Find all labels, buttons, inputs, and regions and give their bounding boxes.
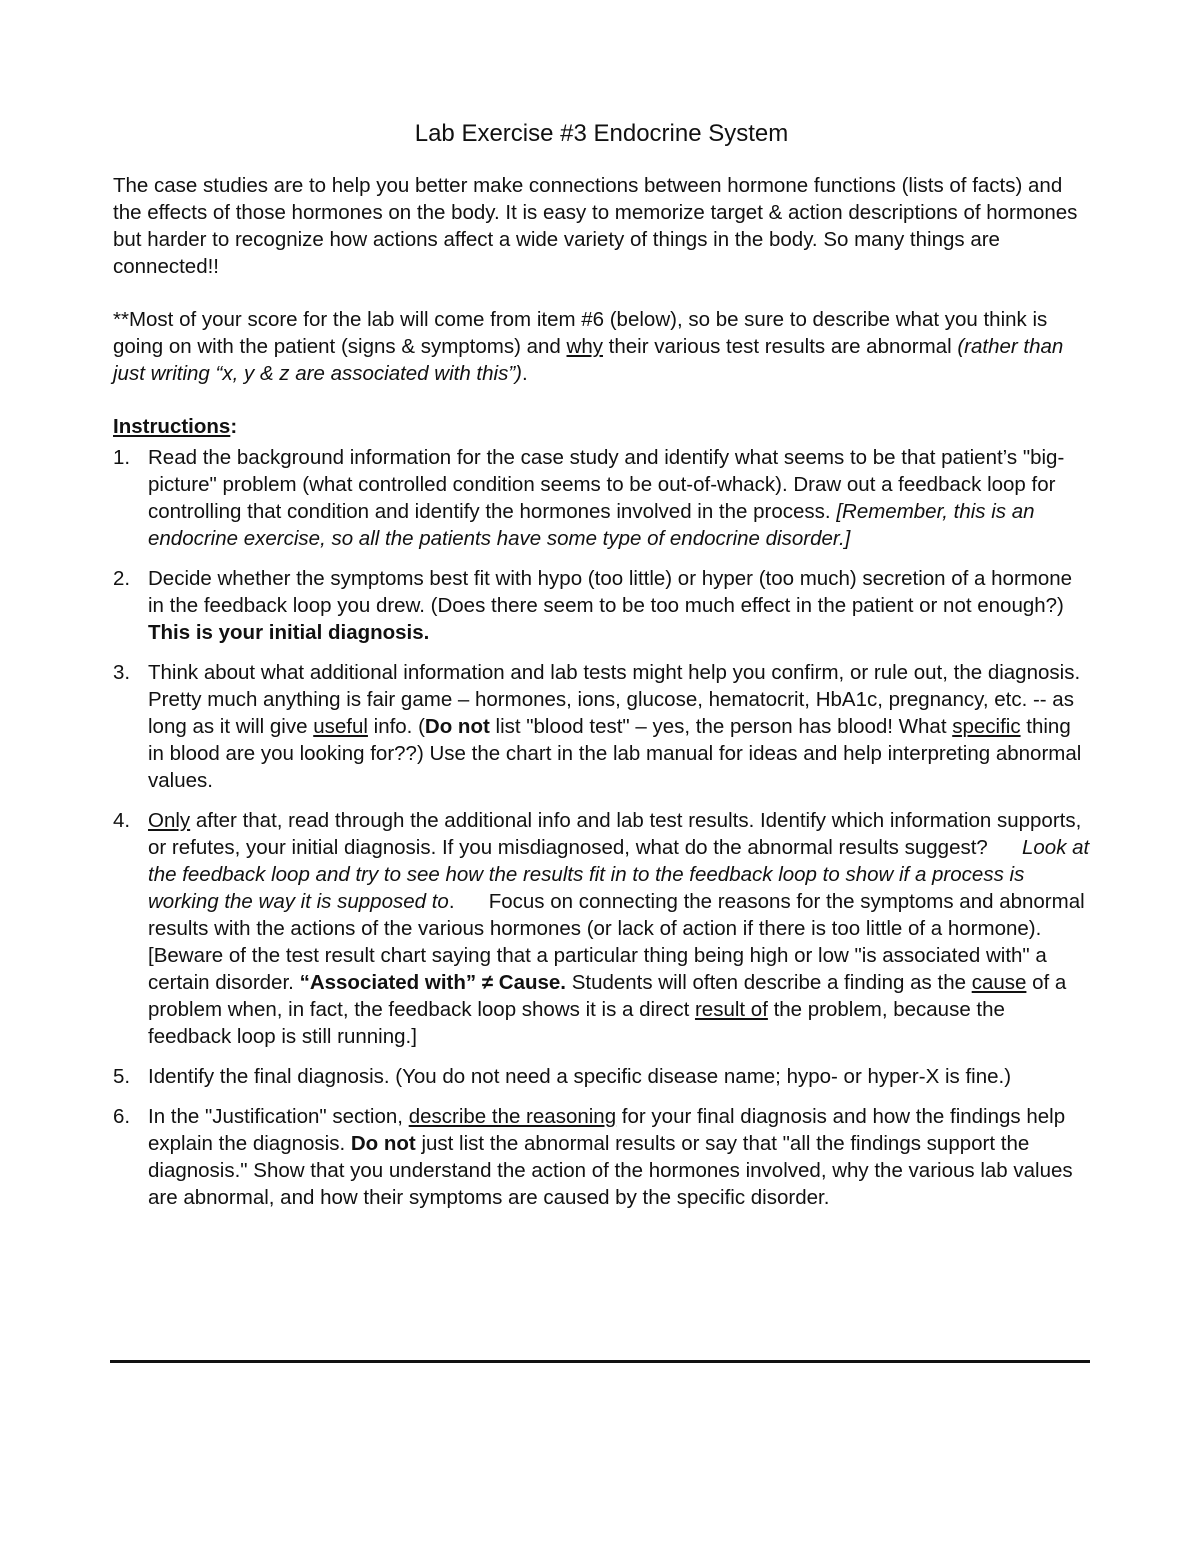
intro-paragraph: The case studies are to help you better make connections between hormone functions (lists of facts) and the effects of those hormones on the body. It is easy to memorize target & action descriptions of hormones but harder to recognize how actions affect a wide variety of things in the body. So many things are connected!! [113,174,1078,278]
item-6-text-c: for your final diagnosis and how the findings help explain the diagnosis. [148,1105,1066,1155]
list-item [113,565,1090,646]
item-4-cause: cause [971,971,1027,994]
item-3-specific: specific [952,715,1021,738]
item-4-italic: Look at the feedback loop and try to see how the results fit in to the feedback loop to show if a process is working the way it is supposed to [148,836,1095,913]
item-1-text: Read the background information for the case study and identify what seems to be that patient’s "big-picture" problem (what controlled condition seems to be out-of-whack). Draw out a feedback loop for controlling that condition and identify the hormones involved in the process. [148,446,1065,523]
item-3-text-a: Think about what additional information and lab tests might help you confirm, or rule out, the diagnosis. Pretty much anything is fair game – hormones, ions, glucose, hematocrit, HbA1c, pregnancy, etc. -- as long as it will give [148,661,1081,738]
item-3-useful: useful [313,715,368,738]
item-2-bold: This is your initial diagnosis. [148,621,430,644]
item-text [148,659,1090,794]
item-4-text-h: of a problem when, in fact, the feedback loop shows it is a direct [148,971,1072,1021]
note-italic: (rather than just writing “x, y & z are associated with this”) [113,335,1064,385]
item-6-text-e: just list the abnormal results or say that "all the findings support the diagnosis." Show that you understand the action of the hormones involved, why the various lab values are abnormal, and how their symptoms are caused by the specific disorder. [148,1132,1073,1209]
item-4-text-b: after that, read through the additional info and lab test results. Identify which information supports, or refutes, your initial diagnosis. If you misdiagnosed, what do the abnormal results suggest? [148,809,1087,859]
document-page [113,118,1095,1224]
page-title: Lab Exercise #3 Endocrine System [414,120,789,147]
item-number: 4. [113,809,131,832]
list-item [113,659,1090,794]
item-6-text-a: In the "Justification" section, [148,1105,409,1128]
item-3-text-e: list "blood test" – yes, the person has blood! What [489,715,953,738]
item-number: 2. [113,567,131,590]
instructions-heading-line [113,413,1090,440]
note-text-1: **Most of your score for the lab will come from item #6 (below), so be sure to describe what you think is going on with the patient (signs & symptoms) and [113,308,1048,358]
item-number: 3. [113,661,131,684]
instructions-list [113,444,1095,1211]
instructions-colon: : [230,415,238,438]
item-text [148,1103,1090,1211]
note-end: . [522,362,528,385]
item-text: Identify the final diagnosis. (You do not need a specific disease name; hypo- or hyper-X is fine.) [148,1065,1012,1088]
item-2-text: Decide whether the symptoms best fit with hypo (too little) or hyper (too much) secretion of a hormone in the feedback loop you drew. (Does there seem to be too much effect in the patient or not enough?) [148,567,1073,617]
scoring-note [113,306,1090,387]
list-item [113,444,1090,552]
item-3-text-g: thing in blood are you looking for??) Use the chart in the lab manual for ideas and help interpreting abnormal values. [148,715,1082,792]
item-4-text-f: Students will often describe a finding as the [566,971,972,994]
item-1-italic: [Remember, this is an endocrine exercise, so all the patients have some type of endocrine disorder.] [148,500,1035,550]
item-6-underline: describe the reasoning [408,1105,617,1128]
list-item [113,1103,1090,1211]
item-4-only: Only [148,809,191,832]
item-4-bold: “Associated with” ≠ Cause. [299,971,566,994]
item-text [148,444,1090,552]
item-number: 5. [113,1065,131,1088]
horizontal-rule [110,1360,1090,1363]
item-3-do-not: Do not [424,715,490,738]
list-item [113,1063,1090,1090]
list-item [113,807,1095,1050]
item-6-do-not: Do not [350,1132,416,1155]
note-text-2: their various test results are abnormal [602,335,958,358]
item-4-text-d: . Focus on connecting the reasons for the symptoms and abnormal results with the actions of the various hormones (or lack of action if there is too little of a hormone). [Beware of the test result chart saying that a particular thing being high or low "is associated with" a certain disorder. [148,890,1091,994]
item-4-text-j: the problem, because the feedback loop is still running.] [148,998,1011,1048]
note-why: why [566,335,603,358]
item-text [148,807,1095,1050]
item-3-text-c: info. ( [367,715,425,738]
instructions-heading: Instructions [113,415,231,438]
item-4-result-of: result of [694,998,768,1021]
item-text [148,565,1090,646]
item-number: 1. [113,446,131,469]
item-number: 6. [113,1105,131,1128]
